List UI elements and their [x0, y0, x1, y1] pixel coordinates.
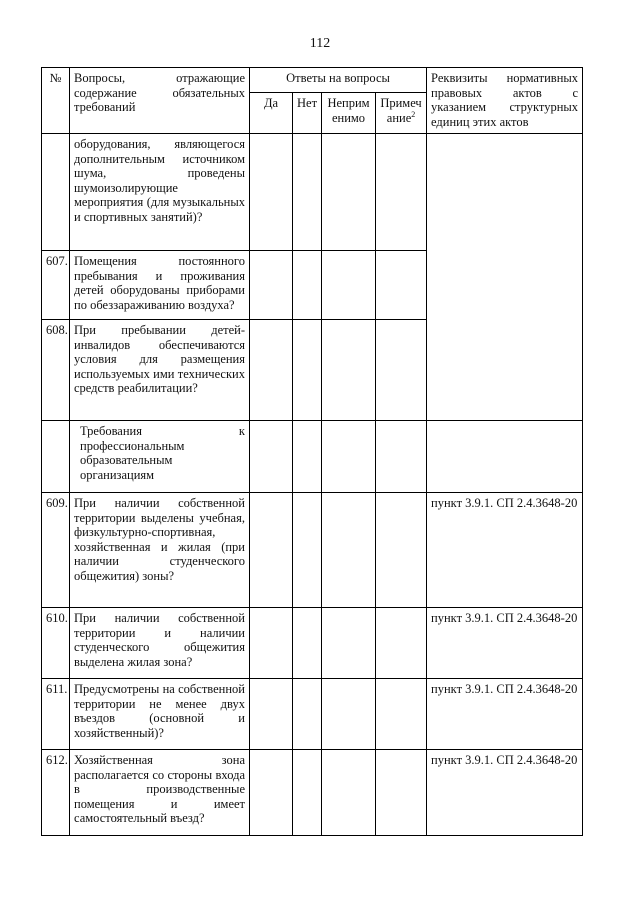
answer-na-cell[interactable]	[322, 320, 376, 421]
row-question-text: Хозяйственная зона располагается со стороны входа в производственные помещения и имеет самостоятельный въезд?	[74, 753, 245, 825]
row-requisites: пункт 3.9.1. СП 2.4.3648-20	[427, 679, 583, 750]
answer-note-cell[interactable]	[376, 608, 427, 679]
header-question: Вопросы, отражающие содержание обязательных требований	[70, 68, 250, 134]
answer-yes-cell[interactable]	[250, 251, 293, 320]
table-row section-row	[42, 421, 583, 493]
answer-na-cell[interactable]	[322, 750, 376, 836]
answer-no-cell[interactable]	[293, 320, 322, 421]
answer-no-cell[interactable]	[293, 750, 322, 836]
header-requisites: Реквизиты нормативных правовых актов с указанием структурных единиц этих актов	[427, 68, 583, 134]
header-yes: Да	[250, 93, 293, 134]
answer-yes-cell[interactable]	[250, 134, 293, 251]
row-requisites	[427, 134, 583, 421]
row-requisites: пункт 3.9.1. СП 2.4.3648-20	[427, 608, 583, 679]
answer-note-cell[interactable]	[376, 134, 427, 251]
table-row	[42, 134, 583, 251]
row-number: 609.	[42, 493, 70, 608]
answer-na-cell[interactable]	[322, 251, 376, 320]
row-question-text: Помещения постоянного пребывания и проживания детей оборудованы приборами по обеззараживанию воздуха?	[74, 254, 245, 312]
answer-yes-cell[interactable]	[250, 679, 293, 750]
page-number: 112	[309, 36, 331, 51]
answer-yes-cell[interactable]	[250, 608, 293, 679]
answer-no-cell[interactable]	[293, 679, 322, 750]
answer-note-cell[interactable]	[376, 750, 427, 836]
row-number: 612.	[42, 750, 70, 836]
answer-no-cell[interactable]	[293, 421, 322, 493]
answer-note-cell[interactable]	[376, 421, 427, 493]
row-number: 607.	[42, 251, 70, 320]
section-title-text: Требования к профессиональным образовательным организациям	[80, 424, 245, 482]
table-row	[42, 608, 583, 679]
answer-yes-cell[interactable]	[250, 493, 293, 608]
row-number: 608.	[42, 320, 70, 421]
row-question	[70, 493, 250, 608]
row-question	[70, 320, 250, 421]
row-question	[70, 750, 250, 836]
header-note-footnote: 2	[411, 109, 416, 119]
answer-note-cell[interactable]	[376, 320, 427, 421]
row-requisites: пункт 3.9.1. СП 2.4.3648-20	[427, 750, 583, 836]
answer-na-cell[interactable]	[322, 608, 376, 679]
row-requisites: пункт 3.9.1. СП 2.4.3648-20	[427, 493, 583, 608]
table-row	[42, 750, 583, 836]
row-number: 611.	[42, 679, 70, 750]
answer-no-cell[interactable]	[293, 251, 322, 320]
row-number: 610.	[42, 608, 70, 679]
table-row	[42, 679, 583, 750]
answer-yes-cell[interactable]	[250, 421, 293, 493]
table-row	[42, 493, 583, 608]
row-question	[70, 679, 250, 750]
answer-na-cell[interactable]	[322, 493, 376, 608]
row-question-text: При наличии собственной территории выделены учебная, физкультурно-спортивная, хозяйственная и жилая (при наличии студенческого общежития) зоны?	[74, 496, 245, 583]
answer-na-cell[interactable]	[322, 134, 376, 251]
checklist-table	[41, 67, 583, 836]
answer-no-cell[interactable]	[293, 608, 322, 679]
row-question-text: оборудования, являющегося дополнительным источником шума, проведены шумоизолирующие мероприятия (для музыкальных и спортивных занятий)?	[74, 137, 245, 224]
header-no: Нет	[293, 93, 322, 134]
row-question-text: Предусмотрены на собственной территории не менее двух въездов (основной и хозяйственный)?	[74, 682, 245, 740]
header-number: №	[42, 68, 70, 134]
row-requisites	[427, 421, 583, 493]
header-note-text: Примеч ание	[380, 96, 422, 125]
answer-no-cell[interactable]	[293, 134, 322, 251]
row-number	[42, 421, 70, 493]
row-question-text: При наличии собственной территории и наличии студенческого общежития выделена жилая зона?	[74, 611, 245, 669]
header-not-applicable: Неприм енимо	[322, 93, 376, 134]
row-question	[70, 251, 250, 320]
row-question	[70, 421, 250, 493]
header-note	[376, 93, 427, 134]
row-question-text: При пребывании детей-инвалидов обеспечиваются условия для размещения используемых ими технических средств реабилитации?	[74, 323, 245, 395]
answer-yes-cell[interactable]	[250, 320, 293, 421]
answer-yes-cell[interactable]	[250, 750, 293, 836]
header-row-1	[42, 68, 583, 93]
answer-note-cell[interactable]	[376, 493, 427, 608]
answer-note-cell[interactable]	[376, 679, 427, 750]
answer-na-cell[interactable]	[322, 679, 376, 750]
answer-no-cell[interactable]	[293, 493, 322, 608]
row-question	[70, 134, 250, 251]
row-question	[70, 608, 250, 679]
row-number	[42, 134, 70, 251]
answer-note-cell[interactable]	[376, 251, 427, 320]
answer-na-cell[interactable]	[322, 421, 376, 493]
header-answers: Ответы на вопросы	[250, 68, 427, 93]
